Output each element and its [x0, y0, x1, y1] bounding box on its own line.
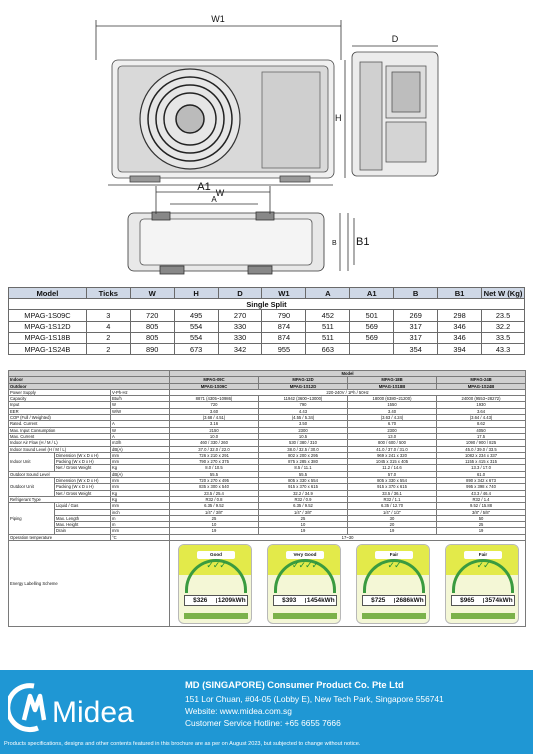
header-net-weight: Net W (Kg): [482, 288, 525, 299]
spec-value: 11942 (3600~13000): [259, 396, 348, 402]
spec-label: Liquid / Gas: [55, 503, 111, 509]
spec-label: Input: [9, 402, 111, 408]
cell: 890: [130, 343, 174, 354]
spec-value: 805 x 330 x 554: [259, 478, 348, 484]
header-h: H: [174, 288, 218, 299]
technical-drawings: [0, 0, 533, 282]
spec-label: Net / Gross Weight: [55, 490, 111, 496]
cell: 569: [350, 321, 394, 332]
specification-table: [8, 370, 526, 627]
spec-unit: mm: [111, 478, 170, 484]
cell: MPAG-1S18B: [9, 332, 87, 343]
dim-a1-label: A1: [197, 181, 211, 193]
cell: 33.5: [482, 332, 525, 343]
spec-value: 8.62: [437, 421, 526, 427]
header-a: A: [306, 288, 350, 299]
dimension-table: [8, 287, 525, 355]
indoor-model: MPAG-12D: [259, 377, 348, 383]
cell: 955: [262, 343, 306, 354]
cell: 501: [350, 310, 394, 321]
spec-label: Operation temperature: [9, 534, 111, 540]
annual-kwh: 2686kWh: [394, 598, 426, 603]
annual-kwh: 3574kWh: [483, 598, 515, 603]
spec-value: 805 x 330 x 554: [348, 478, 437, 484]
energy-label-card: [267, 544, 341, 624]
table-row: [9, 321, 525, 332]
cell: 3: [86, 310, 130, 321]
spec-value: 460 / 330 / 260: [170, 440, 259, 446]
spec-value: R32 / 1.4: [437, 496, 526, 502]
spec-unit: m: [111, 522, 170, 528]
spec-value: 41.0 / 37.0 / 31.0: [348, 446, 437, 452]
header-b: B: [394, 288, 438, 299]
spec-label: COP (Full / Weighted): [9, 415, 111, 421]
dimension-header-row: [9, 288, 525, 299]
spec-value: R32 / 0.9: [259, 496, 348, 502]
spec-unit: Btu/h: [111, 396, 170, 402]
cell: 32.2: [482, 321, 525, 332]
spec-unit: mm: [111, 503, 170, 509]
tick-icons: ✓✓✓✓: [291, 560, 319, 571]
spec-value: 1/4" / 1/2": [348, 509, 437, 515]
spec-value: 8.5 / 11.1: [259, 465, 348, 471]
company-address: 151 Lor Chuan, #04-05 (Lobby E), New Tech Park, Singapore 556741: [185, 694, 444, 704]
spec-unit: A: [111, 421, 170, 427]
cell: 569: [350, 332, 394, 343]
energy-cost-box: [273, 595, 337, 606]
spec-value: (3.63 / 4.24): [348, 415, 437, 421]
authority-strip: [273, 613, 337, 619]
header-model: Model: [9, 288, 87, 299]
cell: 394: [438, 343, 482, 354]
cell: 317: [394, 332, 438, 343]
spec-label: Indoor Sound Level (H / M / L): [9, 446, 111, 452]
cell: 554: [174, 332, 218, 343]
spec-value: 3.50: [259, 421, 348, 427]
spec-value: 3.64: [437, 408, 526, 414]
spec-unit: °C: [111, 534, 170, 540]
spec-value: 720: [170, 402, 259, 408]
spec-value: 720 x 270 x 495: [170, 478, 259, 484]
energy-label-title: Energy Labelling Scheme: [9, 541, 170, 627]
spec-unit: m: [111, 515, 170, 521]
spec-value: 790 x 270 x 375: [170, 459, 259, 465]
spec-value: 9.52 / 15.88: [437, 503, 526, 509]
spec-value: 835 x 300 x 540: [170, 484, 259, 490]
spec-unit: mm: [111, 484, 170, 490]
spec-value: 19: [170, 528, 259, 534]
spec-value: 13.3 / 17.0: [437, 465, 526, 471]
table-row: [9, 332, 525, 343]
spec-value: 20: [348, 522, 437, 528]
spec-value: 45.0 / 39.0 / 33.5: [437, 446, 526, 452]
spec-indoor-label: Indoor: [9, 377, 170, 383]
spec-unit: mm: [111, 528, 170, 534]
spec-value: 1155 x 415 x 315: [437, 459, 526, 465]
indoor-model: MPAG-09C: [170, 377, 259, 383]
outdoor-model: MPAG-1S12D: [259, 383, 348, 389]
energy-cost-box: [362, 595, 426, 606]
cell: 4: [86, 321, 130, 332]
spec-label: Net / Gross Weight: [55, 465, 111, 471]
spec-value: 10: [170, 522, 259, 528]
spec-unit: W/W: [111, 408, 170, 414]
table-row: [9, 343, 525, 354]
spec-value: 32.2 / 34.9: [259, 490, 348, 496]
spec-value: 13.0: [348, 433, 437, 439]
spec-value: 2300: [348, 427, 437, 433]
spec-value: 23.5 / 25.4: [170, 490, 259, 496]
spec-value: 24000 (9553~28272): [437, 396, 526, 402]
cell: 790: [262, 310, 306, 321]
spec-value: 43.3 / 46.4: [437, 490, 526, 496]
cell: 330: [218, 321, 262, 332]
header-a1: A1: [350, 288, 394, 299]
authority-strip: [184, 613, 248, 619]
spec-value: 19: [348, 528, 437, 534]
spec-value: 2150: [170, 427, 259, 433]
spec-value: 6.35 / 12.70: [348, 503, 437, 509]
spec-label: Dimension (W x D x H): [55, 478, 111, 484]
spec-value: 50: [437, 515, 526, 521]
spec-value: 2300: [259, 427, 348, 433]
rating-text: Good: [197, 551, 235, 559]
energy-label-card: [445, 544, 519, 624]
spec-label: Packing (W x D x H): [55, 459, 111, 465]
header-w: W: [130, 288, 174, 299]
spec-label: Refrigerant Type: [9, 496, 111, 502]
cell: 354: [394, 343, 438, 354]
spec-label: Drain: [55, 528, 111, 534]
cell: 874: [262, 332, 306, 343]
spec-unit: A: [111, 433, 170, 439]
spec-value: 3.60: [170, 408, 259, 414]
spec-value: 220-240V / 1Ph / 50Hz: [170, 389, 526, 395]
dim-a-label: A: [211, 195, 217, 204]
spec-value: 1/4" / 3/8": [170, 509, 259, 515]
cell: 511: [306, 332, 350, 343]
header-b1: B1: [438, 288, 482, 299]
spec-group-label: Outdoor Unit: [9, 478, 55, 497]
tick-icons: ✓✓✓: [206, 560, 226, 571]
header-w1: W1: [262, 288, 306, 299]
spec-value: 30: [348, 515, 437, 521]
cell: 346: [438, 321, 482, 332]
annual-cost: $393: [282, 596, 297, 604]
outdoor-model: MPAG-1S18B: [348, 383, 437, 389]
spec-label: Dimension (W x D x H): [55, 452, 111, 458]
cell: MPAG-1S24B: [9, 343, 87, 354]
cell: 805: [130, 332, 174, 343]
company-name: MD (SINGAPORE) Consumer Product Co. Pte Ltd: [185, 679, 404, 690]
spec-unit: V-Ph-Hz: [111, 389, 170, 395]
outdoor-model: MPAG-1S09C: [170, 383, 259, 389]
spec-value: 1082 x 234 x 337: [437, 452, 526, 458]
cell: 495: [174, 310, 218, 321]
spec-value: 4050: [437, 427, 526, 433]
cell: 805: [130, 321, 174, 332]
cell: 720: [130, 310, 174, 321]
spec-value: (3.68 / 4.51): [170, 415, 259, 421]
spec-value: 4.43: [259, 408, 348, 414]
cell: 23.5: [482, 310, 525, 321]
spec-value: 1090 / 900 / 825: [437, 440, 526, 446]
energy-labels: [170, 541, 526, 627]
annual-cost: $326: [193, 596, 208, 604]
spec-value: 55.5: [170, 471, 259, 477]
spec-value: 995 x 398 x 740: [437, 484, 526, 490]
cell: [350, 343, 394, 354]
spec-label: Max. Input Consumption: [9, 427, 111, 433]
spec-value: 38.0 / 32.5 / 30.0: [259, 446, 348, 452]
spec-value: 790: [259, 402, 348, 408]
cell: 342: [218, 343, 262, 354]
spec-value: R32 / 0.8: [170, 496, 259, 502]
spec-unit: mm: [111, 459, 170, 465]
logo-text: Midea: [52, 696, 134, 729]
company-website[interactable]: Website: www.midea.com.sg: [185, 706, 292, 716]
midea-logo: [8, 680, 168, 736]
spec-value: 57.0: [348, 471, 437, 477]
cell: 317: [394, 321, 438, 332]
spec-unit: W: [111, 427, 170, 433]
annual-cost: $725: [371, 596, 386, 604]
spec-value: 10.0: [170, 433, 259, 439]
spec-unit: m3/h: [111, 440, 170, 446]
cell: 269: [394, 310, 438, 321]
indoor-model: MPAG-24B: [437, 377, 526, 383]
spec-value: 10.5: [259, 433, 348, 439]
spec-group-label: Piping: [9, 503, 55, 534]
cell: MPAG-1S09C: [9, 310, 87, 321]
spec-value: 6.70: [348, 421, 437, 427]
cell: 511: [306, 321, 350, 332]
cell: 673: [174, 343, 218, 354]
spec-label: Capacity: [9, 396, 111, 402]
spec-value: 3.16: [170, 421, 259, 427]
spec-value: 25: [437, 522, 526, 528]
spec-value: 33.5 / 36.1: [348, 490, 437, 496]
spec-value: 1550: [348, 402, 437, 408]
authority-strip: [362, 613, 426, 619]
spec-value: 890 x 342 x 673: [437, 478, 526, 484]
dim-w-label: W: [215, 188, 225, 198]
cell: 874: [262, 321, 306, 332]
rating-text: Fair: [375, 551, 413, 559]
spec-value: 8871 (4305~10986): [170, 396, 259, 402]
energy-label-card: [178, 544, 252, 624]
spec-value: 17.5: [437, 433, 526, 439]
spec-label: Power Supply: [9, 389, 111, 395]
cell: 270: [218, 310, 262, 321]
spec-unit: W: [111, 402, 170, 408]
annual-kwh: 1209kWh: [216, 598, 248, 603]
spec-value: R32 / 1.1: [348, 496, 437, 502]
cell: 330: [218, 332, 262, 343]
dim-d-label: D: [391, 34, 399, 44]
customer-hotline: Customer Service Hotline: +65 6655 7666: [185, 718, 341, 728]
spec-value: 37.0 / 32.0 / 22.0: [170, 446, 259, 452]
spec-value: 875 x 285 x 380: [259, 459, 348, 465]
spec-value: 17~30: [170, 534, 526, 540]
tick-icons: ✓✓: [387, 560, 401, 571]
spec-value: 3.40: [348, 408, 437, 414]
spec-outdoor-label: Outdoor: [9, 383, 170, 389]
annual-cost: $965: [460, 596, 475, 604]
spec-value: 6.35 / 9.52: [170, 503, 259, 509]
annual-kwh: 1454kWh: [305, 598, 337, 603]
spec-label: Packing (W x D x H): [55, 484, 111, 490]
spec-unit: mm: [111, 452, 170, 458]
tick-icons: ✓✓: [476, 560, 490, 571]
energy-label-row: [9, 541, 526, 627]
disclaimer-text: Products specifications, designs and other contents featured in this brochure are as per on August 2023, but subjected to change without notice.: [4, 741, 361, 747]
spec-value: 726 x 210 x 291: [170, 452, 259, 458]
cell: 452: [306, 310, 350, 321]
energy-cost-box: [451, 595, 515, 606]
spec-value: 915 x 370 x 615: [348, 484, 437, 490]
single-split-label: Single Split: [9, 299, 525, 310]
spec-group-label: Indoor Unit: [9, 452, 55, 471]
footer-banner: [0, 670, 533, 754]
spec-value: 19: [259, 528, 348, 534]
spec-value: 530 / 380 / 310: [259, 440, 348, 446]
rating-text: Fair: [464, 551, 502, 559]
dim-b-label: B: [332, 240, 337, 247]
spec-value: (3.64 / 4.43): [437, 415, 526, 421]
spec-value: 55.5: [259, 471, 348, 477]
spec-value: 1/4" / 3/8": [259, 509, 348, 515]
cell: 554: [174, 321, 218, 332]
spec-unit: Kg: [111, 490, 170, 496]
cell: MPAG-1S12D: [9, 321, 87, 332]
spec-label: Rated. Current: [9, 421, 111, 427]
cell: 43.3: [482, 343, 525, 354]
spec-value: 8.0 / 10.5: [170, 465, 259, 471]
spec-value: 25: [259, 515, 348, 521]
cell: 298: [438, 310, 482, 321]
spec-value: 18000 (6380~21200): [348, 396, 437, 402]
spec-unit: dB(A): [111, 446, 170, 452]
spec-value: 915 x 370 x 615: [259, 484, 348, 490]
spec-value: 19: [437, 528, 526, 534]
cell: 663: [306, 343, 350, 354]
table-row: [9, 310, 525, 321]
cell: 2: [86, 332, 130, 343]
spec-value: 1930: [437, 402, 526, 408]
outdoor-model: MPAG-1S24B: [437, 383, 526, 389]
spec-label: Max. Current: [9, 433, 111, 439]
spec-value: 10: [259, 522, 348, 528]
spec-value: 800 / 600 / 500: [348, 440, 437, 446]
spec-label: Indoor Air Flow (H / M / L): [9, 440, 111, 446]
spec-model-header: Model: [170, 371, 526, 377]
energy-label-card: [356, 544, 430, 624]
spec-value: 1045 x 315 x 405: [348, 459, 437, 465]
dim-h-label: H: [335, 113, 342, 123]
dim-w1-label: W1: [211, 14, 225, 24]
spec-value: 61.0: [437, 471, 526, 477]
spec-unit: inch: [111, 509, 170, 515]
spec-label: EER: [9, 408, 111, 414]
spec-value: 3/8" / 5/8": [437, 509, 526, 515]
indoor-model: MPAG-18B: [348, 377, 437, 383]
header-d: D: [218, 288, 262, 299]
cell: 346: [438, 332, 482, 343]
spec-value: 802 x 200 x 295: [259, 452, 348, 458]
spec-value: 969 x 241 x 320: [348, 452, 437, 458]
spec-value: (4.55 / 5.34): [259, 415, 348, 421]
spec-value: 25: [170, 515, 259, 521]
spec-label: Max. Height: [55, 522, 111, 528]
spec-label: Max. Length: [55, 515, 111, 521]
spec-unit: Kg: [111, 496, 170, 502]
spec-value: 11.2 / 14.6: [348, 465, 437, 471]
spec-unit: Kg: [111, 465, 170, 471]
cell: 2: [86, 343, 130, 354]
header-ticks: Ticks: [86, 288, 130, 299]
spec-label: Outdoor Sound Level: [9, 471, 111, 477]
energy-cost-box: [184, 595, 248, 606]
spec-value: 6.35 / 9.52: [259, 503, 348, 509]
rating-text: Very Good: [286, 551, 324, 559]
authority-strip: [451, 613, 515, 619]
dim-b1-label: B1: [356, 236, 370, 248]
spec-unit: dB(A): [111, 471, 170, 477]
